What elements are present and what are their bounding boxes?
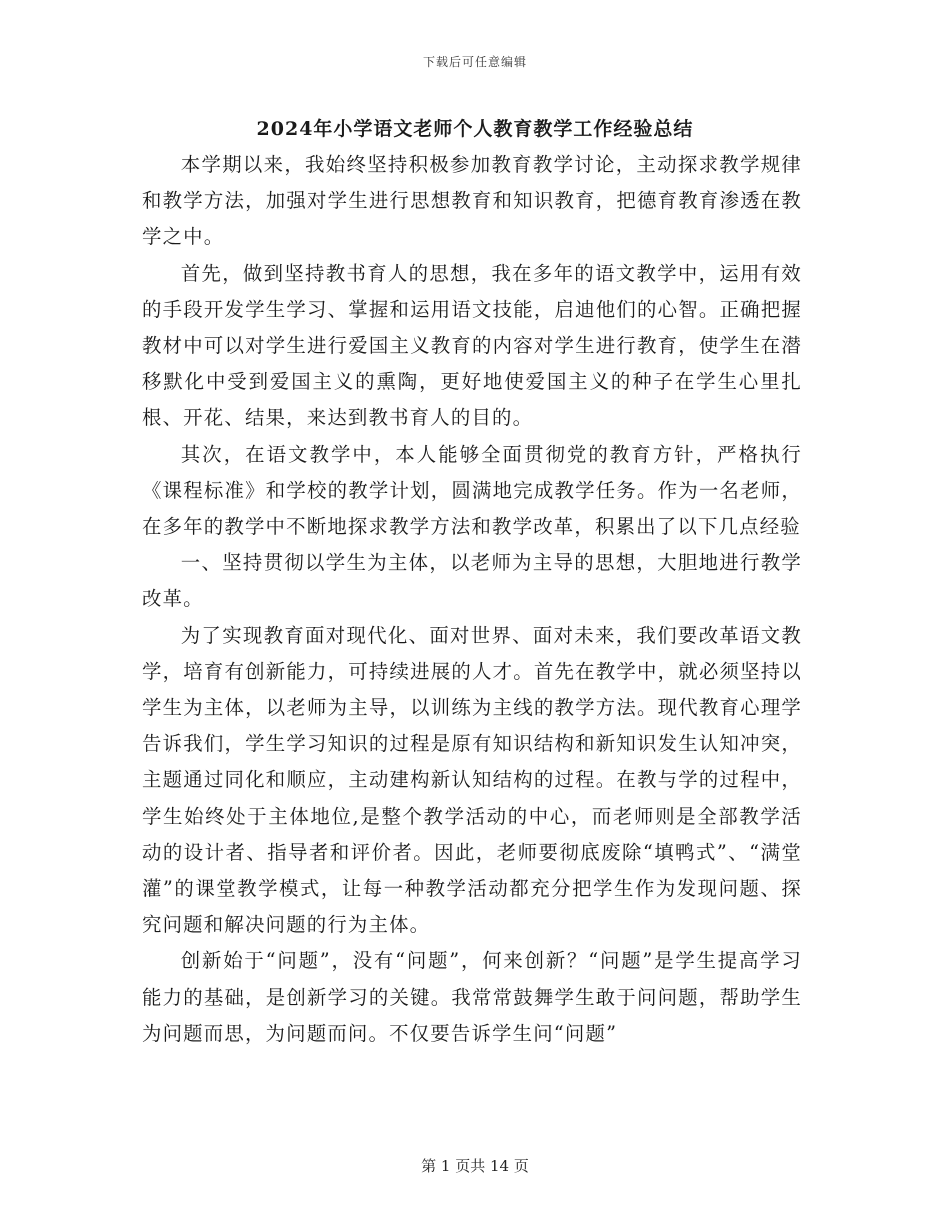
paragraph: 其次，在语文教学中，本人能够全面贯彻党的教育方针，严格执行《课程标准》和学校的教学计划，圆满地完成教学任务。作为一名老师，在多年的教学中不断地探求教学方法和教学改革，积累出了以下几点经验 <box>142 442 802 539</box>
page-number-footer: 第 1 页共 14 页 <box>421 1157 529 1175</box>
document-body <box>142 147 802 1052</box>
paragraph: 创新始于“问题”，没有“问题”，何来创新？“问题”是学生提高学习能力的基础，是创新学习的关键。我常常鼓舞学生敢于问问题，帮助学生为问题而思，为问题而问。不仅要告诉学生问“问题” <box>142 949 802 1045</box>
paragraph: 为了实现教育面对现代化、面对世界、面对未来，我们要改革语文教学，培育有创新能力，可持续进展的人才。首先在教学中，就必须坚持以学生为主体，以老师为主导，以训练为主线的教学方法。现代教育心理学告诉我们，学生学习知识的过程是原有知识结构和新知识发生认知冲突，主题通过同化和顺应，主动建构新认知结构的过程。在教与学的过程中，学生始终处于主体地位,是整个教学活动的中心，而老师则是全部教学活动的设计者、指导者和评价者。因此，老师要彻底废除“填鸭式”、“满堂灌”的课堂教学模式，让每一种教学活动都充分把学生作为发现问题、探究问题和解决问题的行为主体。 <box>142 623 802 937</box>
paragraph: 一、坚持贯彻以学生为主体，以老师为主导的思想，大胆地进行教学改革。 <box>142 551 802 611</box>
document-title: 2024年小学语文老师个人教育教学工作经验总结 <box>256 118 694 140</box>
paragraph: 首先，做到坚持教书育人的思想，我在多年的语文教学中，运用有效的手段开发学生学习、掌握和运用语文技能，启迪他们的心智。正确把握教材中可以对学生进行爱国主义教育的内容对学生进行教育，使学生在潜移默化中受到爱国主义的熏陶，更好地使爱国主义的种子在学生心里扎根、开花、结果，来达到教书育人的目的。 <box>142 261 802 430</box>
page-header-note: 下载后可任意编辑 <box>422 55 527 69</box>
paragraph: 本学期以来，我始终坚持积极参加教育教学讨论，主动探求教学规律和教学方法，加强对学生进行思想教育和知识教育，把德育教育渗透在教学之中。 <box>142 153 802 249</box>
